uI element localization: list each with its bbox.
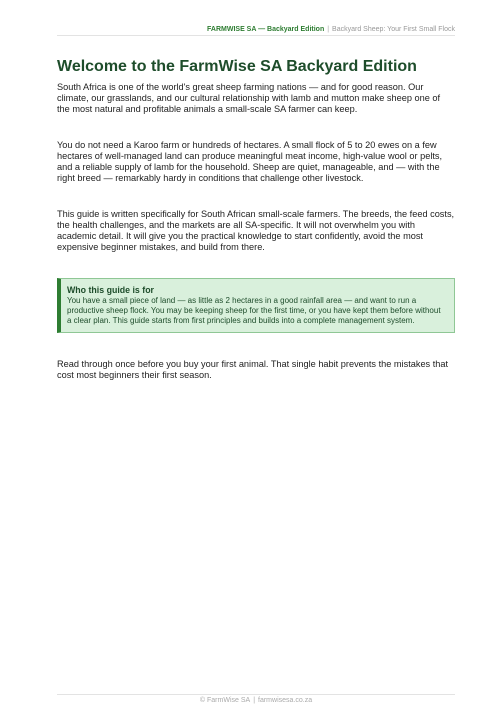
closing-paragraph: Read through once before you buy your first animal. That single habit prevents the mistakes that cost most beginners their first season. [57,358,449,380]
header-brand: FARMWISE SA — Backyard Edition [207,26,325,33]
small-flock-paragraph: You do not need a Karoo farm or hundreds of hectares. A small flock of 5 to 20 ewes on a few hectares of well-managed land can produce meaningful meat income, high-value wool or pelts, and a reliable supply of lamb for the household. Sheep are quiet, manageable, and — with the right breed — remarkably hardy in conditions that challenge other livestock. [57,140,443,183]
page-title: Welcome to the FarmWise SA Backyard Edition [57,58,417,75]
footer-copyright: © FarmWise SA [199,697,251,704]
footer-website: farmwisesa.co.za [258,697,313,704]
callout-title: Who this guide is for [67,285,154,295]
main-content [57,57,455,406]
header-separator: | [327,26,330,33]
header-doc-title: Backyard Sheep: Your First Small Flock [332,26,455,33]
callout-text: You have a small piece of land — as little as 2 hectares in a good rainfall area — and want to run a productive sheep flock. You may be keeping sheep for the first time, or you have kept them before without a clear plan. This guide starts from first principles and builds into a complete management system. [67,296,441,326]
audience-callout [57,278,455,333]
page-header [57,26,455,36]
page-footer [57,694,455,704]
intro-paragraph: South Africa is one of the world's great sheep farming nations — and for good reason. Our climate, our grasslands, and our cultural relationship with lamb and mutton make sheep one of the most natural and profitable animals a small-scale SA farmer can keep. [57,82,441,114]
footer-separator: | [253,697,256,704]
guide-scope-paragraph: This guide is written specifically for South African small-scale farmers. The breeds, the feed costs, the health challenges, and the markets are all SA-specific. It will not overwhelm you with academic detail. It will give you the practical knowledge to start confidently, avoid the most expensive beginner mistakes, and build from there. [57,209,455,252]
